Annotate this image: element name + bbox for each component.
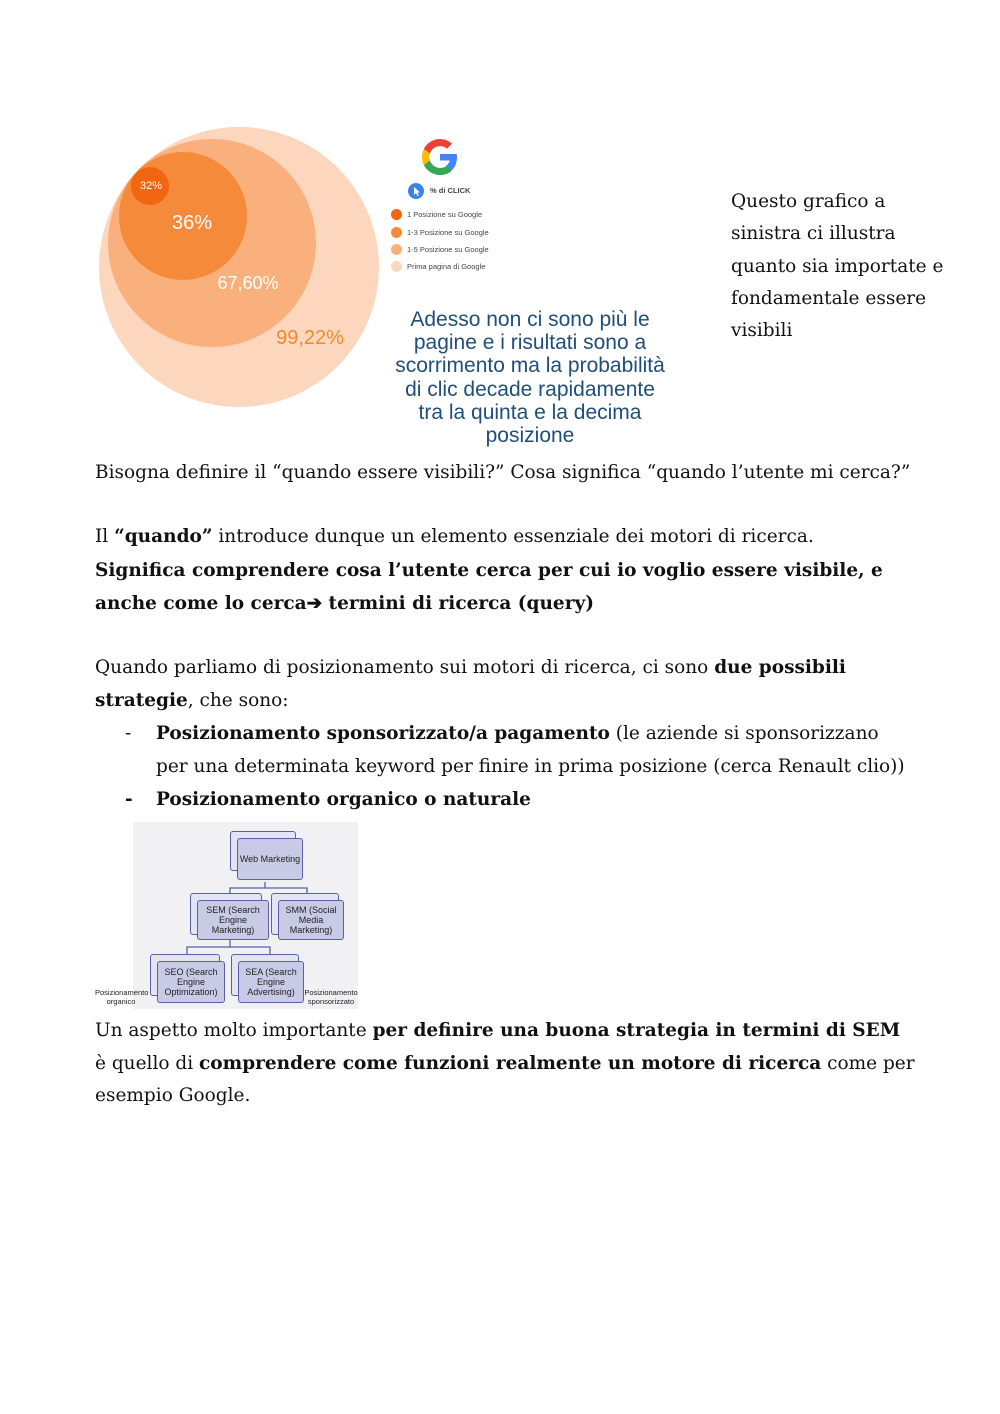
paragraph-quando-intro (95, 521, 915, 554)
legend-swatch-icon (391, 261, 402, 272)
bold-text: Posizionamento organico o naturale (156, 789, 531, 810)
bold-text: Posizionamento sponsorizzato/a pagamento (156, 723, 610, 744)
list-item-text (156, 718, 916, 783)
legend-label: 1-3 Posizione su Google (407, 227, 489, 237)
text-span: Quando parliamo di posizionamento sui motori di ricerca, ci sono (95, 657, 715, 678)
bullet-dash: - (125, 723, 132, 744)
google-logo-icon (419, 136, 461, 178)
value-36: 36% (171, 212, 213, 234)
legend-item-prima-pagina (391, 259, 485, 273)
side-note: Questo grafico a sinistra ci illustra quanto sia importate e fondamentale essere visibili (731, 191, 944, 342)
web-marketing-diagram (95, 822, 358, 1009)
chart-callout-text: Adesso non ci sono più le pagine e i risultati sono a scorrimento ma la probabilità di clic decade rapidamente tra la quinta e la decima posizione (395, 308, 665, 448)
list-item (125, 784, 915, 817)
value-67-60: 67,60% (217, 273, 279, 293)
bold-quando: “quando” (114, 526, 213, 547)
paragraph-sem (95, 1015, 915, 1113)
text-span: (le aziende si sponsorizzano per una determinata keyword per finire in prima posizione (cerca Renault clio)) (156, 723, 905, 777)
text-span: Un aspetto molto importante (95, 1020, 373, 1041)
bold-text: comprendere come funzioni realmente un motore di ricerca (199, 1052, 822, 1074)
legend-label: 1 Posizione su Google (407, 209, 483, 219)
text-span: introduce dunque un elemento essenziale dei motori di ricerca. (212, 526, 814, 547)
text-span: Significa comprendere cosa l’utente cerca per cui io voglio essere visibile, e anche come lo cerca (95, 560, 883, 614)
bold-text: per definire una buona strategia in termini di SEM (372, 1020, 901, 1041)
legend-label: 1-5 Posizione su Google (407, 244, 489, 254)
box-seo: SEO (Search Engine Optimization) (157, 961, 225, 1003)
box-sem: SEM (Search Engine Marketing) (197, 900, 269, 940)
arrow-right-icon: ➔ (306, 592, 323, 614)
text-span: Il (95, 526, 115, 547)
legend-label: Prima pagina di Google (407, 261, 486, 271)
label-organico: Posizionamento organico (95, 988, 149, 1006)
value-99-22: 99,22% (276, 327, 344, 349)
text-span: come per esempio Google. (95, 1052, 915, 1106)
legend-title: % di CLICK (430, 186, 471, 195)
legend-item-pos-1-5 (391, 242, 489, 256)
list-item-text (156, 784, 916, 817)
list-item (125, 718, 915, 784)
click-bubble-chart (95, 120, 395, 420)
legend-swatch-icon (391, 227, 402, 238)
value-32: 32% (139, 180, 163, 192)
box-web-marketing: Web Marketing (237, 838, 303, 880)
legend-item-pos-1 (391, 207, 482, 221)
box-sea: SEA (Search Engine Advertising) (238, 961, 304, 1003)
paragraph-quando: Bisogna definire il “quando essere visibili?” Cosa significa “quando l’utente mi cerca?” (95, 462, 911, 483)
box-smm: SMM (Social Media Marketing) (278, 900, 344, 940)
paragraph-significa (95, 555, 915, 620)
text-span: termini di ricerca (query) (322, 592, 594, 614)
cursor-click-icon (408, 183, 424, 199)
bold-text: due possibili strategie (95, 657, 846, 711)
legend-item-pos-1-3 (391, 225, 489, 239)
label-sponsorizzato: Posizionamento sponsorizzato (304, 988, 358, 1006)
bullet-dash: - (125, 789, 133, 810)
legend-swatch-icon (391, 209, 402, 220)
text-span: è quello di (95, 1052, 200, 1074)
paragraph-strategie (95, 652, 915, 717)
legend-swatch-icon (391, 244, 402, 255)
text-span: , che sono: (187, 689, 289, 711)
